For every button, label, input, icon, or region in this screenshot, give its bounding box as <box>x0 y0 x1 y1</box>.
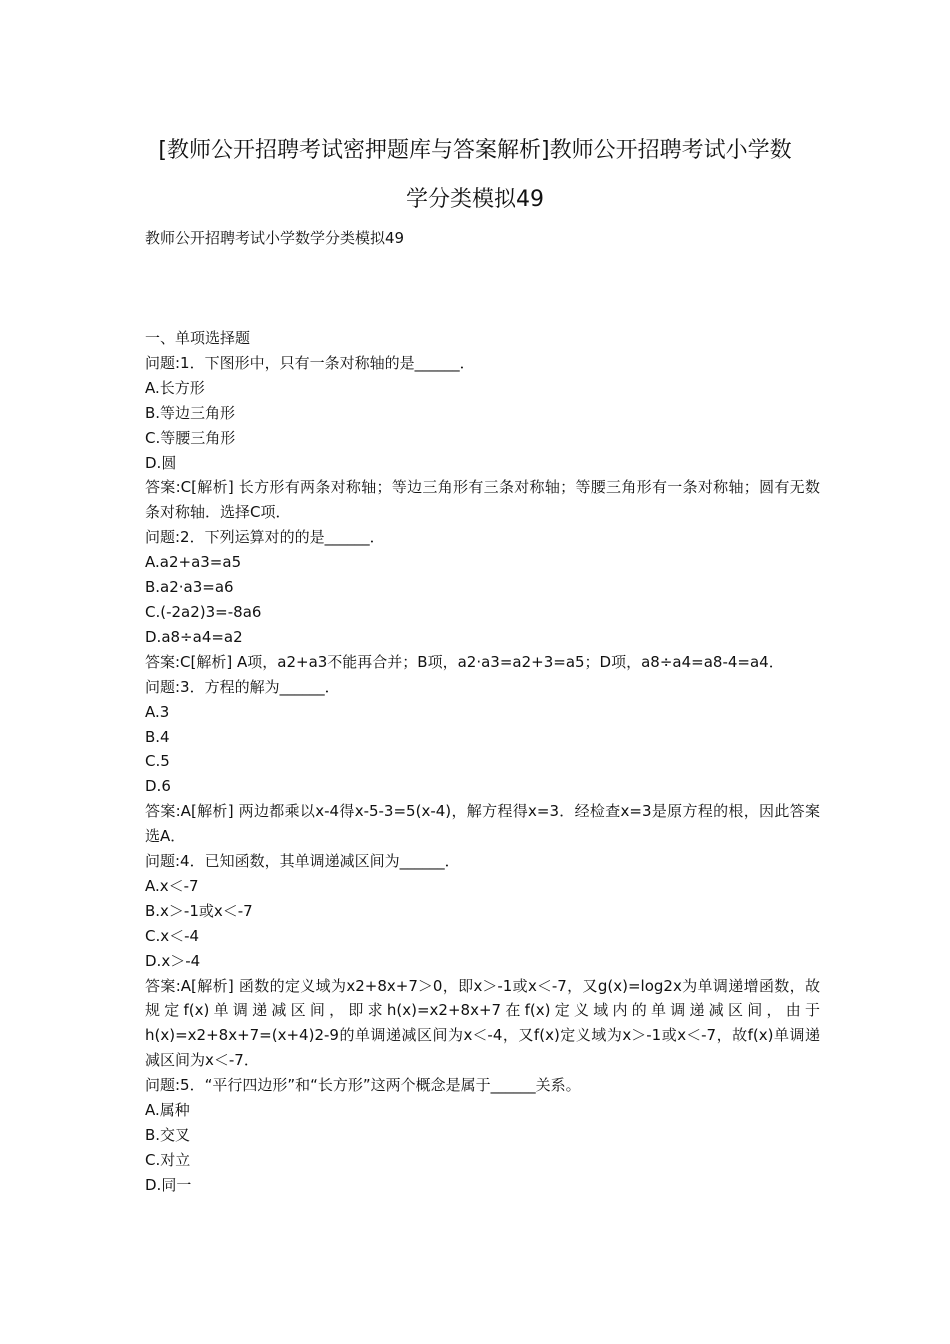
question-option: C.(-2a2)3=-8a6 <box>145 602 262 621</box>
question-option: A.属种 <box>145 1101 190 1120</box>
question-option: A.长方形 <box>145 378 205 397</box>
question-answer: 答案:C[解析] A项，a2+a3不能再合并；B项，a2·a3=a2+3=a5；D项，a8÷a4=a8-4=a4． <box>145 652 784 671</box>
document-subtitle: 教师公开招聘考试小学数学分类模拟49 <box>145 229 405 247</box>
document-title-line-2: 学分类模拟49 <box>406 187 544 212</box>
section-heading: 一、单项选择题 <box>145 329 251 347</box>
document-body <box>145 326 820 1198</box>
question-answer: 答案:C[解析] 长方形有两条对称轴；等边三角形有三条对称轴；等腰三角形有一条对称轴；圆有无数条对称轴．选择C项． <box>145 478 820 522</box>
question-option: C.对立 <box>145 1150 191 1169</box>
question-option: C.5 <box>145 752 170 771</box>
question-stem: 问题:2．下列运算对的的是______． <box>145 528 385 547</box>
question-stem: 问题:4．已知函数，其单调递减区间为______． <box>145 852 460 871</box>
question-option: D.圆 <box>145 453 177 472</box>
question-stem: 问题:5．“平行四边形”和“长方形”这两个概念是属于______关系。 <box>145 1076 581 1095</box>
question-option: D.同一 <box>145 1175 192 1194</box>
question-stem: 问题:3．方程的解为______． <box>145 677 340 696</box>
document-title-line-1: [教师公开招聘考试密押题库与答案解析]教师公开招聘考试小学数 <box>158 138 792 163</box>
question-option: B.等边三角形 <box>145 403 236 422</box>
question-option: C.等腰三角形 <box>145 428 236 447</box>
question-option: B.a2·a3=a6 <box>145 578 234 597</box>
question-option: D.6 <box>145 777 171 796</box>
question-option: D.x＞-4 <box>145 951 201 970</box>
question-option: B.x＞-1或x＜-7 <box>145 901 253 920</box>
question-option: B.4 <box>145 727 170 746</box>
question-option: D.a8÷a4=a2 <box>145 627 243 646</box>
question-stem: 问题:1．下图形中，只有一条对称轴的是______． <box>145 353 475 372</box>
question-option: A.a2+a3=a5 <box>145 553 242 572</box>
question-option: A.x＜-7 <box>145 876 199 895</box>
question-option: A.3 <box>145 702 170 721</box>
question-answer: 答案:A[解析] 两边都乘以x-4得x-5-3=5(x-4)，解方程得x=3．经检查x=3是原方程的根，因此答案选A． <box>145 802 820 846</box>
question-option: C.x＜-4 <box>145 926 200 945</box>
question-option: B.交叉 <box>145 1126 191 1144</box>
question-answer: 答案:A[解析] 函数的定义域为x2+8x+7＞0，即x＞-1或x＜-7，又g(x)=log2x为单调递增函数，故规定f(x)单调递减区间，即求h(x)=x2+8x+7在f(x)定义域内的单调递减区间，由于h(x)=x2+8x+7=(x+4)2-9的单调递减区间为x＜-4，又f(x)定义域为x＞-1或x＜-7，故f(x)单调递减区间为x＜-7． <box>145 976 820 1070</box>
